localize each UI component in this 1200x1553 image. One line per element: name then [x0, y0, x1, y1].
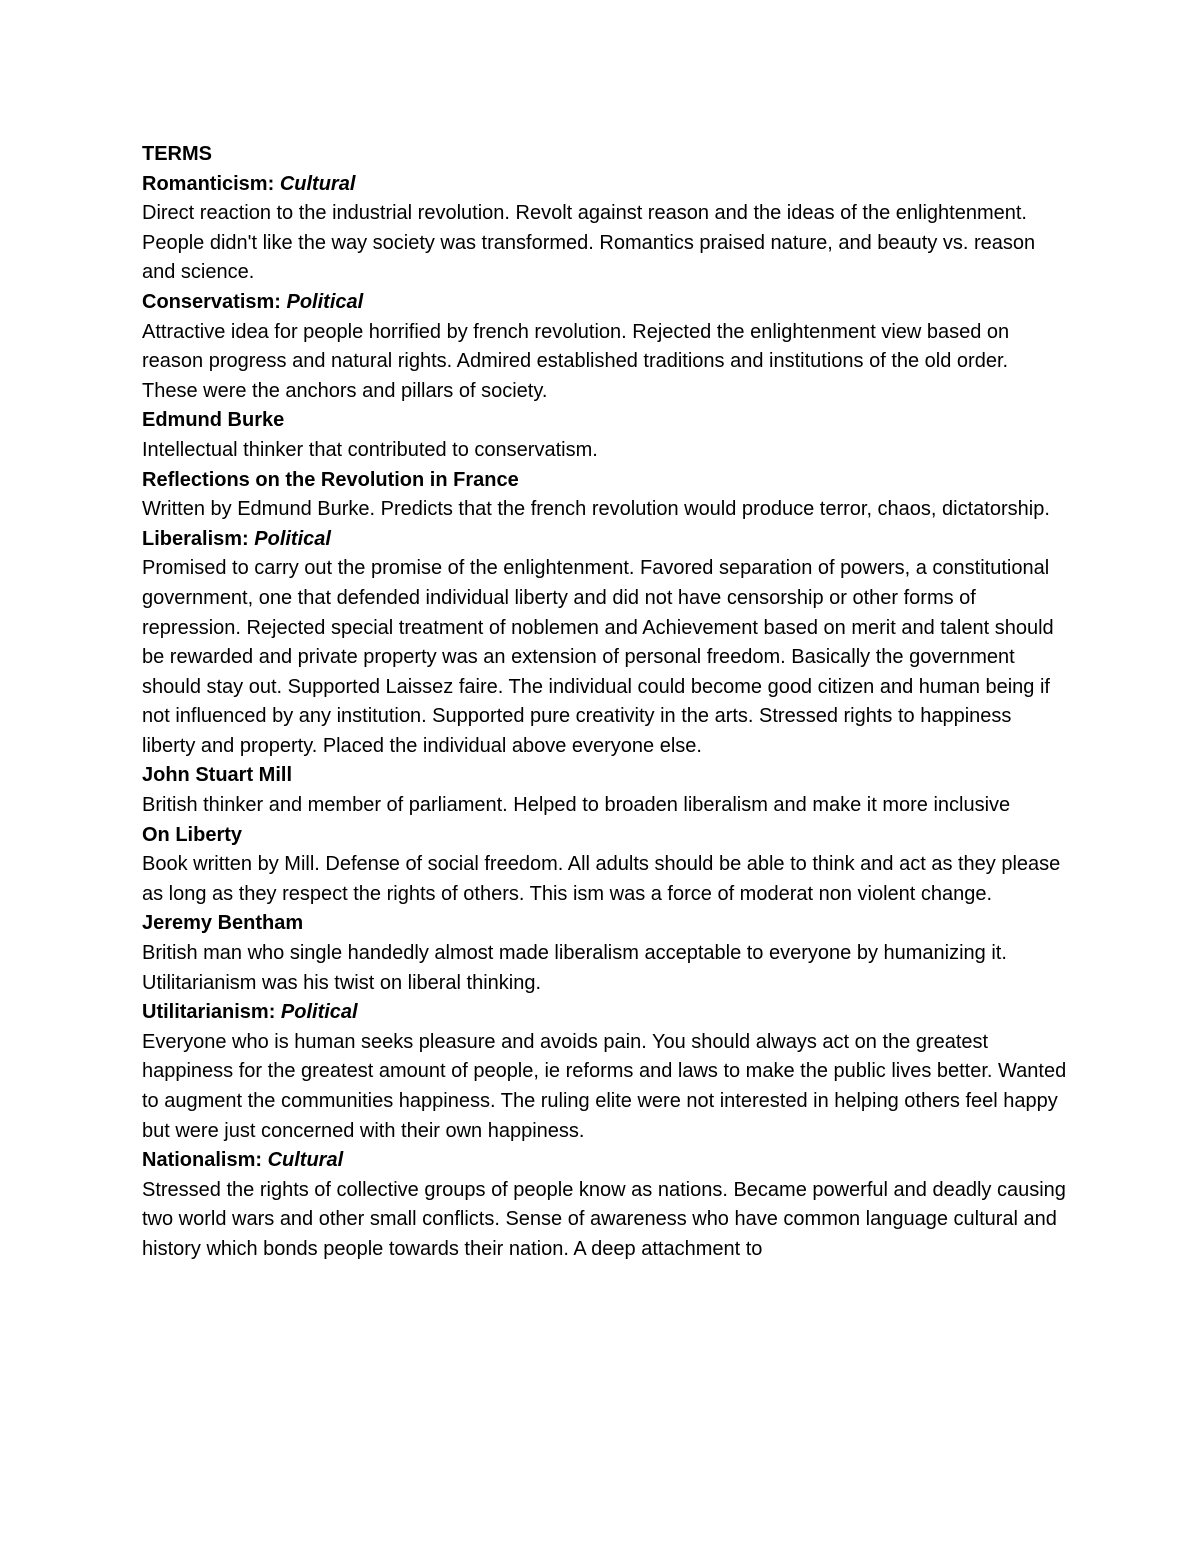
term-definition: Direct reaction to the industrial revolution. Revolt against reason and the ideas of the enlightenment. People didn't like the way society was transformed. Romantics praised nature, and beauty vs. reason and science. [142, 202, 1036, 284]
term-title [142, 406, 1067, 436]
term-definition: British thinker and member of parliament. Helped to broaden liberalism and make it more inclusive [142, 794, 1011, 817]
term-entry [142, 288, 1067, 406]
document-page [142, 140, 1067, 1265]
term-name: Romanticism: [142, 172, 280, 195]
term-category: Cultural [267, 1149, 344, 1172]
term-entry [142, 761, 1067, 820]
term-definition: Book written by Mill. Defense of social freedom. All adults should be able to think and act as they please as long as they respect the rights of others. This ism was a force of moderat non violent change. [142, 853, 1061, 905]
term-entry [142, 998, 1067, 1146]
term-entry [142, 1146, 1067, 1264]
term-entry [142, 170, 1067, 288]
term-definition: Stressed the rights of collective groups of people know as nations. Became powerful and deadly causing two world wars and other small conflicts. Sense of awareness who have common language cultural and history which bonds people towards their nation. A deep attachment to [142, 1178, 1066, 1260]
term-definition: British man who single handedly almost made liberalism acceptable to everyone by humanizing it. Utilitarianism was his twist on liberal thinking. [142, 942, 1007, 994]
term-name: Nationalism: [142, 1149, 268, 1172]
term-definition: Everyone who is human seeks pleasure and avoids pain. You should always act on the greatest happiness for the greatest amount of people, ie reforms and laws to make the public lives better. Wanted to augment the communities happiness. The ruling elite were not interested in helping others feel happy but were just concerned with their own happiness. [142, 1030, 1067, 1142]
term-name: Liberalism: [142, 527, 255, 550]
term-name: Jeremy Bentham [142, 912, 304, 935]
term-category: Political [280, 1001, 358, 1024]
term-definition: Written by Edmund Burke. Predicts that the french revolution would produce terror, chaos, dictatorship. [142, 498, 1050, 521]
term-name: On Liberty [142, 823, 243, 846]
term-entry [142, 821, 1067, 910]
term-category: Political [286, 290, 364, 313]
term-category: Political [254, 527, 331, 550]
term-category: Cultural [279, 172, 356, 195]
term-title [142, 761, 1067, 791]
term-name: Edmund Burke [142, 409, 285, 432]
term-name: Reflections on the Revolution in France [142, 468, 519, 491]
term-title [142, 1146, 1067, 1176]
term-name: Conservatism: [142, 290, 287, 313]
term-title [142, 466, 1067, 496]
term-entry [142, 406, 1067, 465]
term-entry [142, 909, 1067, 998]
term-entry [142, 466, 1067, 525]
term-title [142, 288, 1067, 318]
term-title [142, 170, 1067, 200]
term-title [142, 525, 1067, 555]
term-title [142, 909, 1067, 939]
term-definition: Intellectual thinker that contributed to conservatism. [142, 438, 598, 461]
term-name: John Stuart Mill [142, 764, 292, 787]
term-name: Utilitarianism: [142, 1001, 281, 1024]
term-entry [142, 525, 1067, 762]
term-definition: Attractive idea for people horrified by french revolution. Rejected the enlightenment view based on reason progress and natural rights. Admired established traditions and institutions of the old order. These were the anchors and pillars of society. [142, 320, 1010, 402]
term-definition: Promised to carry out the promise of the enlightenment. Favored separation of powers, a constitutional government, one that defended individual liberty and did not have censorship or other forms of repression. Rejected special treatment of noblemen and Achievement based on merit and talent should be rewarded and private property was an extension of personal freedom. Basically the government should stay out. Supported Laissez faire. The individual could become good citizen and human being if not influenced by any institution. Supported pure creativity in the arts. Stressed rights to happiness liberty and property. Placed the individual above everyone else. [142, 557, 1054, 757]
term-title [142, 998, 1067, 1028]
document-heading: TERMS [142, 143, 212, 165]
terms-list [142, 170, 1067, 1265]
term-title [142, 821, 1067, 851]
